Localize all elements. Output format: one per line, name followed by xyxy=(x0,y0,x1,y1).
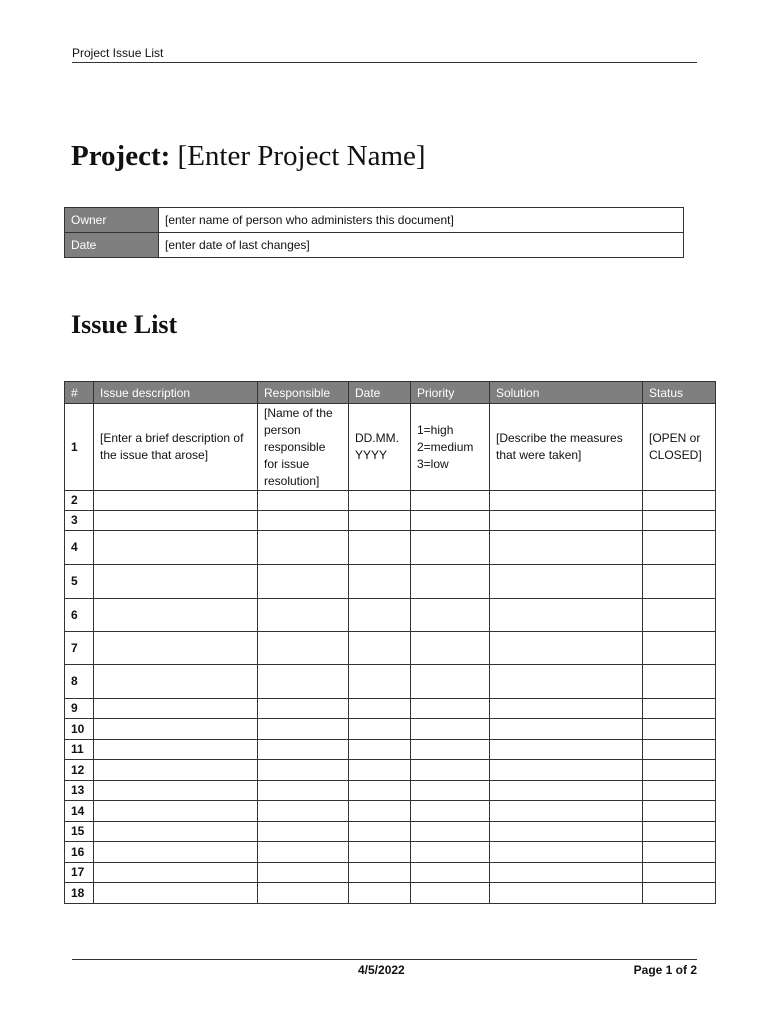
empty-cell xyxy=(490,740,643,760)
empty-cell xyxy=(349,699,411,719)
empty-cell xyxy=(411,511,490,531)
row-number: 15 xyxy=(65,822,94,842)
owner-value: [enter name of person who administers this document] xyxy=(159,208,684,233)
empty-cell xyxy=(411,883,490,904)
empty-cell xyxy=(490,801,643,822)
issue-table xyxy=(64,381,716,904)
table-row xyxy=(65,863,716,883)
empty-cell xyxy=(258,760,349,781)
solution-cell: [Describe the measures that were taken] xyxy=(490,404,643,491)
empty-cell xyxy=(643,565,716,599)
empty-cell xyxy=(411,822,490,842)
meta-row-date xyxy=(65,233,684,258)
empty-cell xyxy=(643,842,716,863)
empty-cell xyxy=(258,822,349,842)
status-cell: [OPEN or CLOSED] xyxy=(643,404,716,491)
empty-cell xyxy=(643,531,716,565)
page-header-title: Project Issue List xyxy=(72,46,697,63)
empty-cell xyxy=(258,883,349,904)
empty-cell xyxy=(94,822,258,842)
empty-cell xyxy=(411,531,490,565)
empty-cell xyxy=(349,801,411,822)
empty-cell xyxy=(490,531,643,565)
empty-cell xyxy=(258,863,349,883)
table-row xyxy=(65,719,716,740)
empty-cell xyxy=(94,491,258,511)
empty-cell xyxy=(490,599,643,632)
meta-row-owner xyxy=(65,208,684,233)
table-row xyxy=(65,883,716,904)
empty-cell xyxy=(94,760,258,781)
empty-cell xyxy=(349,565,411,599)
footer-date: 4/5/2022 xyxy=(358,963,405,977)
empty-cell xyxy=(94,842,258,863)
empty-cell xyxy=(643,699,716,719)
empty-cell xyxy=(258,491,349,511)
footer-divider xyxy=(72,959,697,960)
empty-cell xyxy=(490,699,643,719)
col-solution-header: Solution xyxy=(490,382,643,404)
table-row xyxy=(65,740,716,760)
row-number: 6 xyxy=(65,599,94,632)
col-priority-header: Priority xyxy=(411,382,490,404)
empty-cell xyxy=(490,760,643,781)
empty-cell xyxy=(94,531,258,565)
empty-cell xyxy=(349,781,411,801)
empty-cell xyxy=(411,863,490,883)
empty-cell xyxy=(411,565,490,599)
issue-table-header xyxy=(65,382,716,404)
col-number-header: # xyxy=(65,382,94,404)
empty-cell xyxy=(411,842,490,863)
empty-cell xyxy=(490,781,643,801)
empty-cell xyxy=(490,632,643,665)
row-number: 18 xyxy=(65,883,94,904)
table-row xyxy=(65,599,716,632)
owner-label: Owner xyxy=(65,208,159,233)
table-row xyxy=(65,665,716,699)
row-number: 9 xyxy=(65,699,94,719)
empty-cell xyxy=(94,565,258,599)
empty-cell xyxy=(258,781,349,801)
empty-cell xyxy=(349,740,411,760)
empty-cell xyxy=(643,511,716,531)
row-number: 7 xyxy=(65,632,94,665)
issue-list-heading: Issue List xyxy=(71,310,178,339)
table-row xyxy=(65,801,716,822)
empty-cell xyxy=(411,740,490,760)
table-row xyxy=(65,511,716,531)
table-row xyxy=(65,822,716,842)
empty-cell xyxy=(411,719,490,740)
empty-cell xyxy=(349,863,411,883)
empty-cell xyxy=(94,781,258,801)
issue-description-cell: [Enter a brief description of the issue that arose] xyxy=(94,404,258,491)
date-cell: DD.MM. YYYY xyxy=(349,404,411,491)
empty-cell xyxy=(349,822,411,842)
empty-cell xyxy=(258,599,349,632)
col-status-header: Status xyxy=(643,382,716,404)
empty-cell xyxy=(258,632,349,665)
project-title xyxy=(71,140,426,173)
empty-cell xyxy=(643,632,716,665)
table-row xyxy=(65,760,716,781)
empty-cell xyxy=(411,491,490,511)
row-number: 1 xyxy=(65,404,94,491)
row-number: 10 xyxy=(65,719,94,740)
empty-cell xyxy=(94,719,258,740)
empty-cell xyxy=(349,760,411,781)
row-number: 16 xyxy=(65,842,94,863)
empty-cell xyxy=(258,665,349,699)
empty-cell xyxy=(411,632,490,665)
table-row xyxy=(65,699,716,719)
empty-cell xyxy=(411,781,490,801)
empty-cell xyxy=(349,491,411,511)
row-number: 12 xyxy=(65,760,94,781)
empty-cell xyxy=(349,883,411,904)
empty-cell xyxy=(643,491,716,511)
table-row xyxy=(65,842,716,863)
empty-cell xyxy=(94,740,258,760)
empty-cell xyxy=(258,699,349,719)
row-number: 13 xyxy=(65,781,94,801)
empty-cell xyxy=(94,665,258,699)
empty-cell xyxy=(258,531,349,565)
empty-cell xyxy=(490,863,643,883)
empty-cell xyxy=(490,511,643,531)
responsible-cell: [Name of the person responsible for issue resolution] xyxy=(258,404,349,491)
footer-page-number: Page 1 of 2 xyxy=(633,963,697,977)
empty-cell xyxy=(349,599,411,632)
empty-cell xyxy=(411,760,490,781)
empty-cell xyxy=(490,842,643,863)
col-date-header: Date xyxy=(349,382,411,404)
empty-cell xyxy=(490,565,643,599)
empty-cell xyxy=(490,665,643,699)
row-number: 17 xyxy=(65,863,94,883)
table-row xyxy=(65,491,716,511)
empty-cell xyxy=(643,822,716,842)
empty-cell xyxy=(258,842,349,863)
table-row xyxy=(65,565,716,599)
empty-cell xyxy=(258,740,349,760)
col-responsible-header: Responsible xyxy=(258,382,349,404)
date-value: [enter date of last changes] xyxy=(159,233,684,258)
date-label: Date xyxy=(65,233,159,258)
empty-cell xyxy=(643,599,716,632)
empty-cell xyxy=(94,699,258,719)
row-number: 14 xyxy=(65,801,94,822)
empty-cell xyxy=(94,511,258,531)
empty-cell xyxy=(94,863,258,883)
empty-cell xyxy=(94,632,258,665)
table-row xyxy=(65,404,716,491)
empty-cell xyxy=(258,511,349,531)
empty-cell xyxy=(349,719,411,740)
empty-cell xyxy=(411,801,490,822)
row-number: 4 xyxy=(65,531,94,565)
priority-cell: 1=high 2=medium 3=low xyxy=(411,404,490,491)
empty-cell xyxy=(643,863,716,883)
empty-cell xyxy=(258,565,349,599)
empty-cell xyxy=(643,781,716,801)
empty-cell xyxy=(94,801,258,822)
empty-cell xyxy=(643,665,716,699)
table-row xyxy=(65,531,716,565)
empty-cell xyxy=(643,760,716,781)
empty-cell xyxy=(349,511,411,531)
empty-cell xyxy=(490,822,643,842)
row-number: 2 xyxy=(65,491,94,511)
empty-cell xyxy=(490,883,643,904)
empty-cell xyxy=(490,719,643,740)
empty-cell xyxy=(349,842,411,863)
project-label: Project: xyxy=(71,140,171,172)
empty-cell xyxy=(411,599,490,632)
empty-cell xyxy=(411,699,490,719)
document-meta-table xyxy=(64,207,684,258)
empty-cell xyxy=(643,740,716,760)
empty-cell xyxy=(349,632,411,665)
empty-cell xyxy=(349,665,411,699)
empty-cell xyxy=(94,883,258,904)
empty-cell xyxy=(258,801,349,822)
empty-cell xyxy=(643,719,716,740)
row-number: 8 xyxy=(65,665,94,699)
row-number: 11 xyxy=(65,740,94,760)
empty-cell xyxy=(258,719,349,740)
col-description-header: Issue description xyxy=(94,382,258,404)
table-row xyxy=(65,781,716,801)
empty-cell xyxy=(411,665,490,699)
empty-cell xyxy=(490,491,643,511)
row-number: 5 xyxy=(65,565,94,599)
row-number: 3 xyxy=(65,511,94,531)
empty-cell xyxy=(643,883,716,904)
empty-cell xyxy=(643,801,716,822)
project-name: [Enter Project Name] xyxy=(177,140,426,172)
empty-cell xyxy=(94,599,258,632)
empty-cell xyxy=(349,531,411,565)
table-row xyxy=(65,632,716,665)
